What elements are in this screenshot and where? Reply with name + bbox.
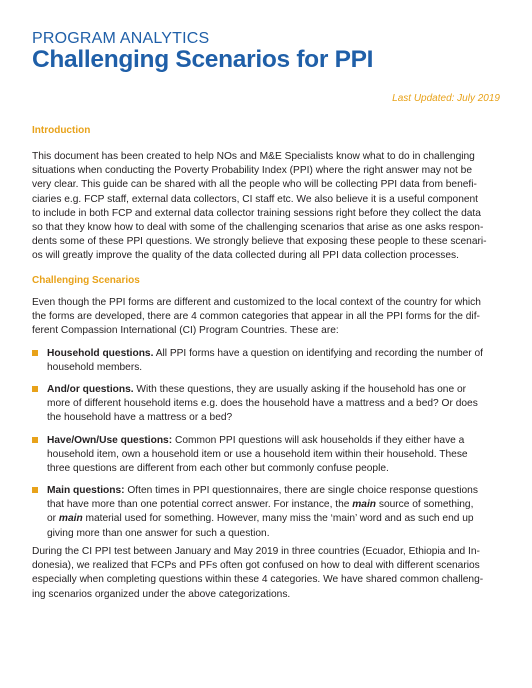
bullet-square-icon <box>32 386 38 392</box>
paragraph-line: donesia), we realized that FCPs and PFs often got confused on how to deal with different scenarios <box>32 560 480 572</box>
paragraph-line: to include in both FCP and external data collector training sessions right before they collect the data <box>32 207 481 219</box>
challenging-scenarios-heading: Challenging Scenarios <box>32 275 140 286</box>
paragraph-line: so that they know how to deal with some of the challenging scenarios that arise as one asks respon- <box>32 222 484 234</box>
bullet-line: household members. <box>47 362 143 374</box>
bullet-line: All PPI forms have a question on identifying and recording the number of <box>153 348 484 359</box>
bullet-lead: Main questions: <box>47 485 125 496</box>
bullet-square-icon <box>32 487 38 493</box>
paragraph-line: the forms are developed, there are 4 common categories that appear in all the PPI forms for the dif- <box>32 311 480 323</box>
challenging-intro-paragraph <box>32 296 500 339</box>
program-analytics-kicker: PROGRAM ANALYTICS <box>32 30 210 47</box>
closing-paragraph <box>32 545 500 602</box>
bullet-line: that have more than one potential correct answer. For instance, the <box>47 499 353 511</box>
bullet-line: source of something, <box>376 499 474 511</box>
page-title: Challenging Scenarios for PPI <box>32 46 374 73</box>
bullet-lead: Household questions. <box>47 348 154 359</box>
emphasis-main: main <box>58 513 83 525</box>
paragraph-line: situations when conducting the Poverty Probability Index (PPI) where the right answer may not be <box>32 165 472 177</box>
bullet-text <box>47 347 483 375</box>
bullet-text <box>47 484 478 541</box>
paragraph-line: Even though the PPI forms are different and customized to the local context of the country for which <box>32 297 481 308</box>
introduction-heading: Introduction <box>32 125 91 136</box>
paragraph-line: During the CI PPI test between January and May 2019 in three countries (Ecuador, Ethiopia and In- <box>32 546 480 557</box>
paragraph-line: dents some of these PPI questions. We strongly believe that exposing these people to these scenari- <box>32 236 487 248</box>
emphasis-main: main <box>352 499 377 511</box>
bullet-square-icon <box>32 437 38 443</box>
bullet-line: Often times in PPI questionnaires, there are single choice response questions <box>124 485 478 496</box>
last-updated: Last Updated: July 2019 <box>392 93 500 104</box>
paragraph-line: ferent Compassion International (CI) Program Countries. These are: <box>32 325 339 337</box>
bullet-line: or <box>47 513 59 525</box>
bullet-line: the household have a mattress or a bed? <box>47 412 233 424</box>
paragraph-line: very clear. This guide can be shared with all the people who will be collecting PPI data from benefi- <box>32 179 477 191</box>
paragraph-line: ciaries e.g. FCP staff, external data collectors, CI staff etc. We also believe it is a useful component <box>32 193 479 205</box>
bullet-lead: Have/Own/Use questions: <box>47 435 173 446</box>
bullet-line: household item, own a household item or use a household item within their household. These <box>47 449 468 461</box>
bullet-square-icon <box>32 350 38 356</box>
bullet-line: Common PPI questions will ask households if they either have a <box>172 435 465 446</box>
paragraph-line: especially when completing questions within these 4 categories. We have shared common challeng- <box>32 574 484 586</box>
paragraph-line: This document has been created to help NOs and M&E Specialists know what to do in challenging <box>32 151 475 162</box>
bullet-lead: And/or questions. <box>47 384 134 395</box>
bullet-text <box>47 383 478 426</box>
bullet-line: With these questions, they are usually asking if the household has one or <box>133 384 467 395</box>
bullet-line: giving more than one answer for such a question. <box>47 527 270 539</box>
bullet-line: three questions are different from each other but commonly confuse people. <box>47 463 389 475</box>
bullet-text <box>47 434 468 477</box>
bullet-line: material used for something. However, many miss the ‘main’ word and as such end up <box>82 513 474 525</box>
introduction-paragraph <box>32 150 500 264</box>
bullet-line: more of different household items e.g. does the household have a mattress and a bed? Or does <box>47 398 478 410</box>
paragraph-line: ing scenarios organized under the above categorizations. <box>32 588 291 600</box>
paragraph-line: os will greatly improve the quality of the data collected during all PPI data collection processes. <box>32 250 459 262</box>
